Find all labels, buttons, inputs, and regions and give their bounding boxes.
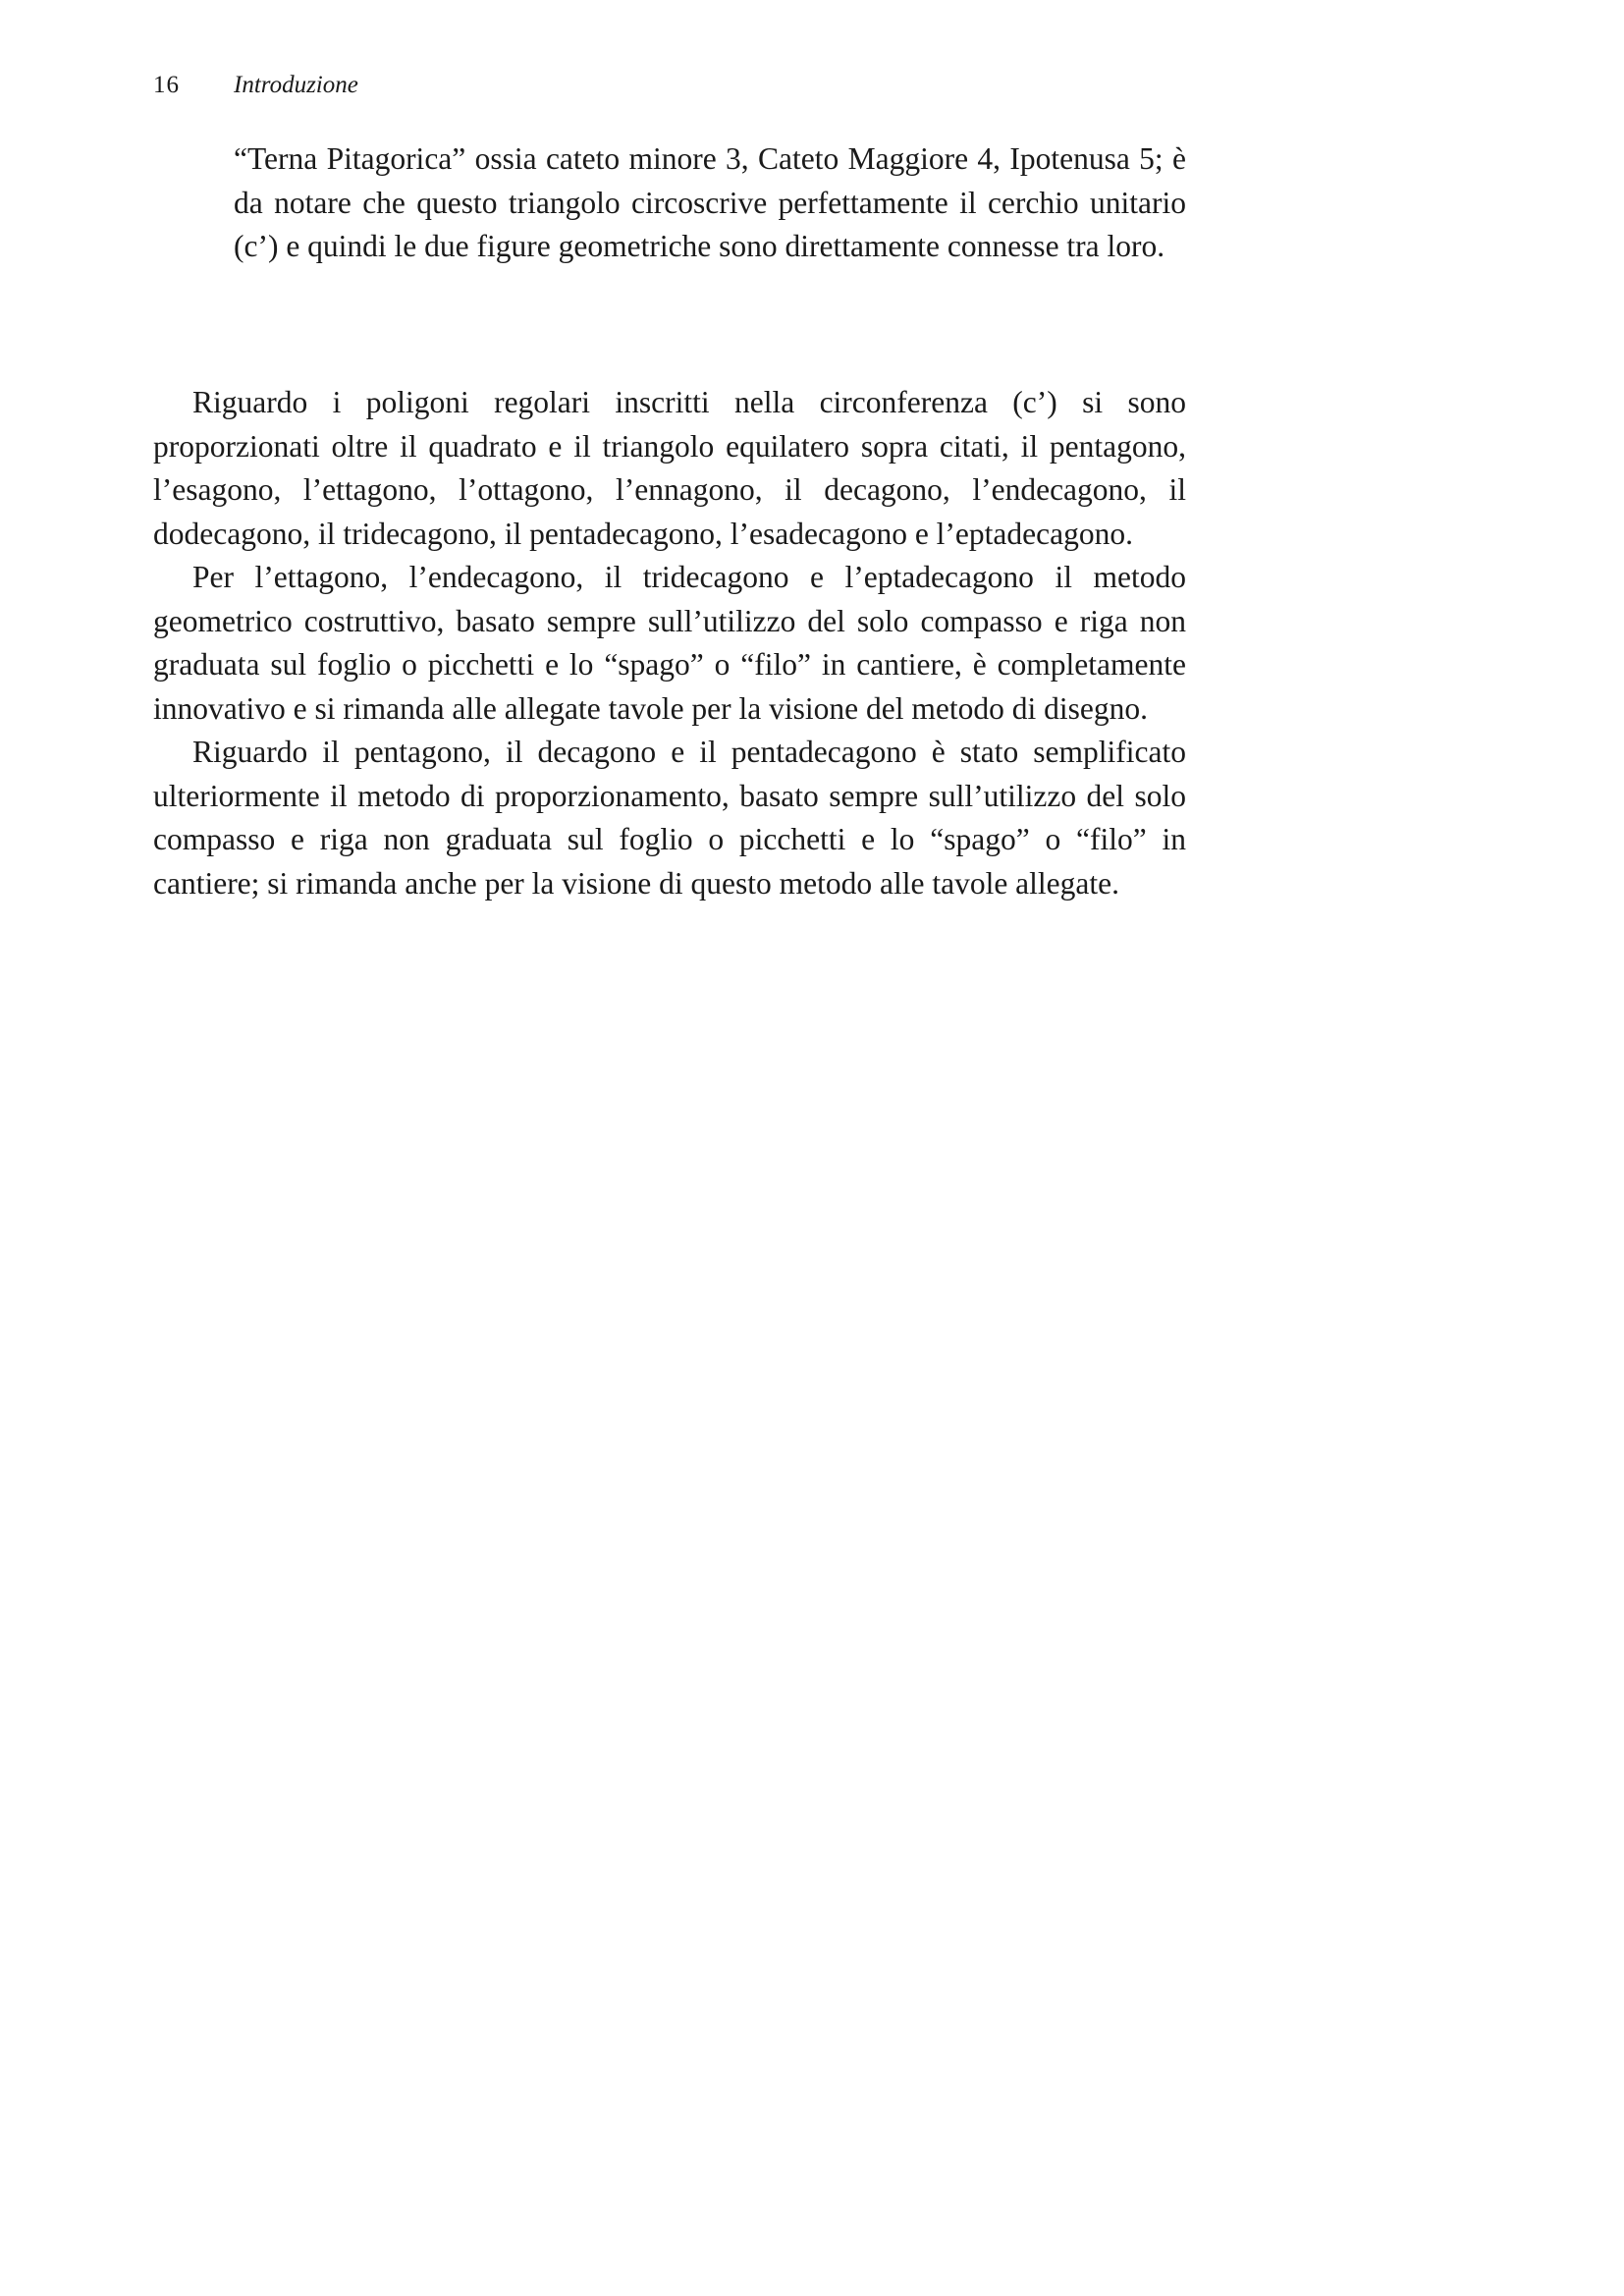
- body-paragraph-3: Riguardo il pentagono, il decagono e il pentadecagono è stato semplificato ulteriormente il metodo di proporzionamento, basato sempre sull’utilizzo del solo compasso e riga non graduata sul foglio o picchetti e lo “spago” o “filo” in cantiere; si rimanda anche per la visione di questo metodo alle tavole allegate.: [153, 735, 1186, 901]
- running-title: Introduzione: [234, 72, 358, 98]
- running-head: [153, 71, 358, 100]
- body-paragraph-2: Per l’ettagono, l’endecagono, il tridecagono e l’eptadecagono il metodo geometrico costruttivo, basato sempre sull’utilizzo del solo compasso e riga non graduata sul foglio o picchetti e lo “spago” o “filo” in cantiere, è completamente innovativo e si rimanda alle allegate tavole per la visione del metodo di disegno.: [153, 560, 1186, 726]
- page-number: 16: [153, 72, 180, 98]
- quote-paragraph: “Terna Pitagorica” ossia cateto minore 3, Cateto Maggiore 4, Ipotenusa 5; è da notare che questo triangolo circoscrive perfettamente il cerchio unitario (c’) e quindi le due figure geometriche sono direttamente connesse tra loro.: [234, 141, 1186, 263]
- body-text: [153, 381, 1186, 905]
- indented-quote-block: [234, 137, 1186, 269]
- body-paragraph-1: Riguardo i poligoni regolari inscritti nella circonferenza (c’) si sono proporzionati oltre il quadrato e il triangolo equilatero sopra citati, il pentagono, l’esagono, l’ettagono, l’ottagono, l’ennagono, il decagono, l’endecagono, il dodecagono, il tridecagono, il pentadecagono, l’esadecagono e l’eptadecagono.: [153, 385, 1186, 551]
